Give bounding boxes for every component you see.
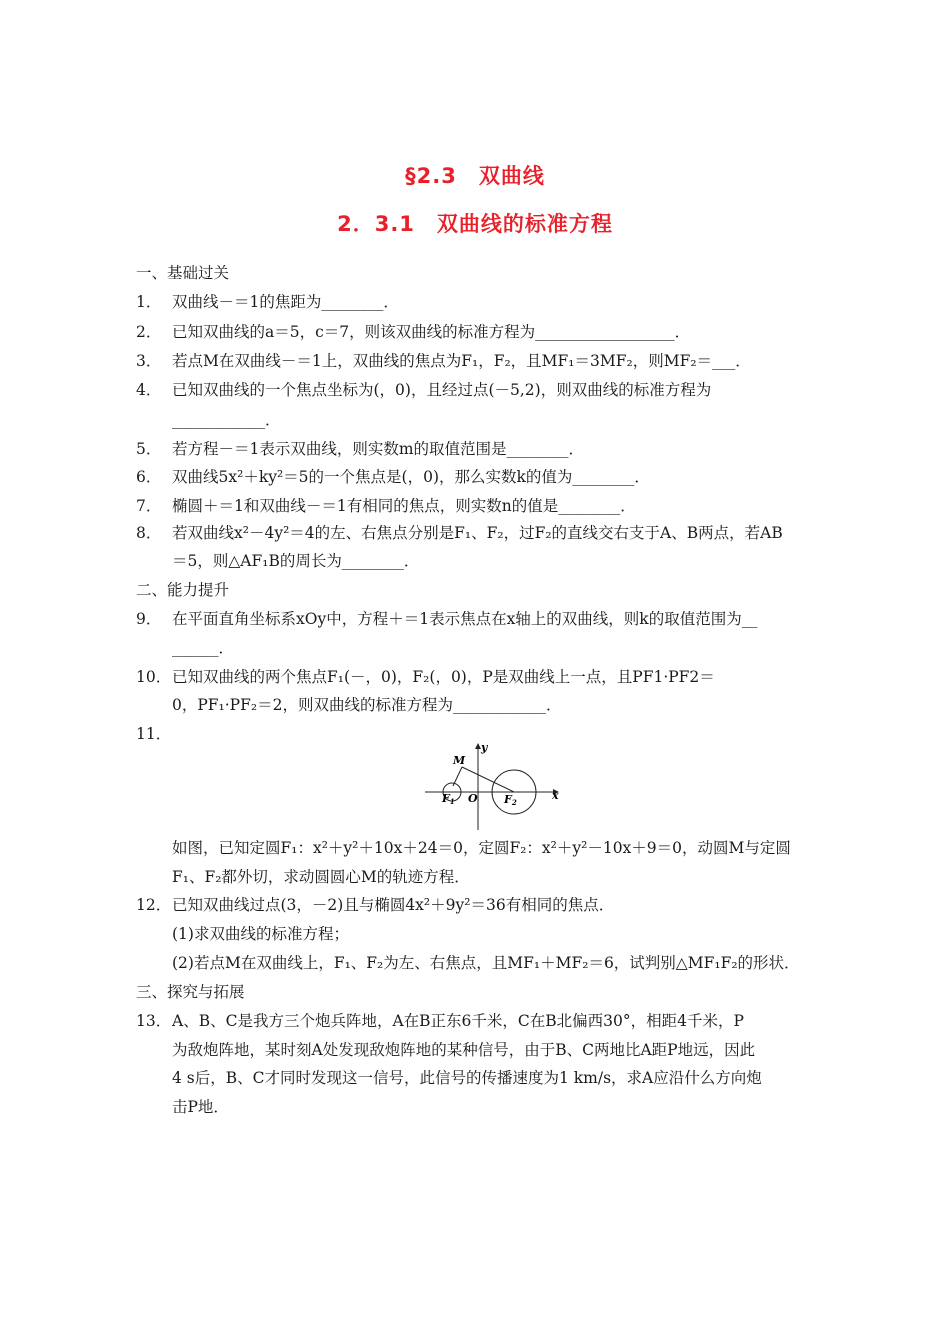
label-f1: F1 xyxy=(442,792,455,806)
label-o: O xyxy=(468,792,478,805)
segment-m-f1 xyxy=(453,767,462,786)
label-m: M xyxy=(453,754,466,767)
segment-m-f2 xyxy=(462,767,514,792)
hyperbola-circles-figure xyxy=(420,738,570,834)
label-f2: F2 xyxy=(504,793,517,807)
label-x: x xyxy=(552,789,559,802)
subsection-title: 2．3.1 双曲线的标准方程 xyxy=(337,212,613,236)
label-y: y xyxy=(481,741,488,754)
section-title: §2.3 双曲线 xyxy=(405,164,545,188)
